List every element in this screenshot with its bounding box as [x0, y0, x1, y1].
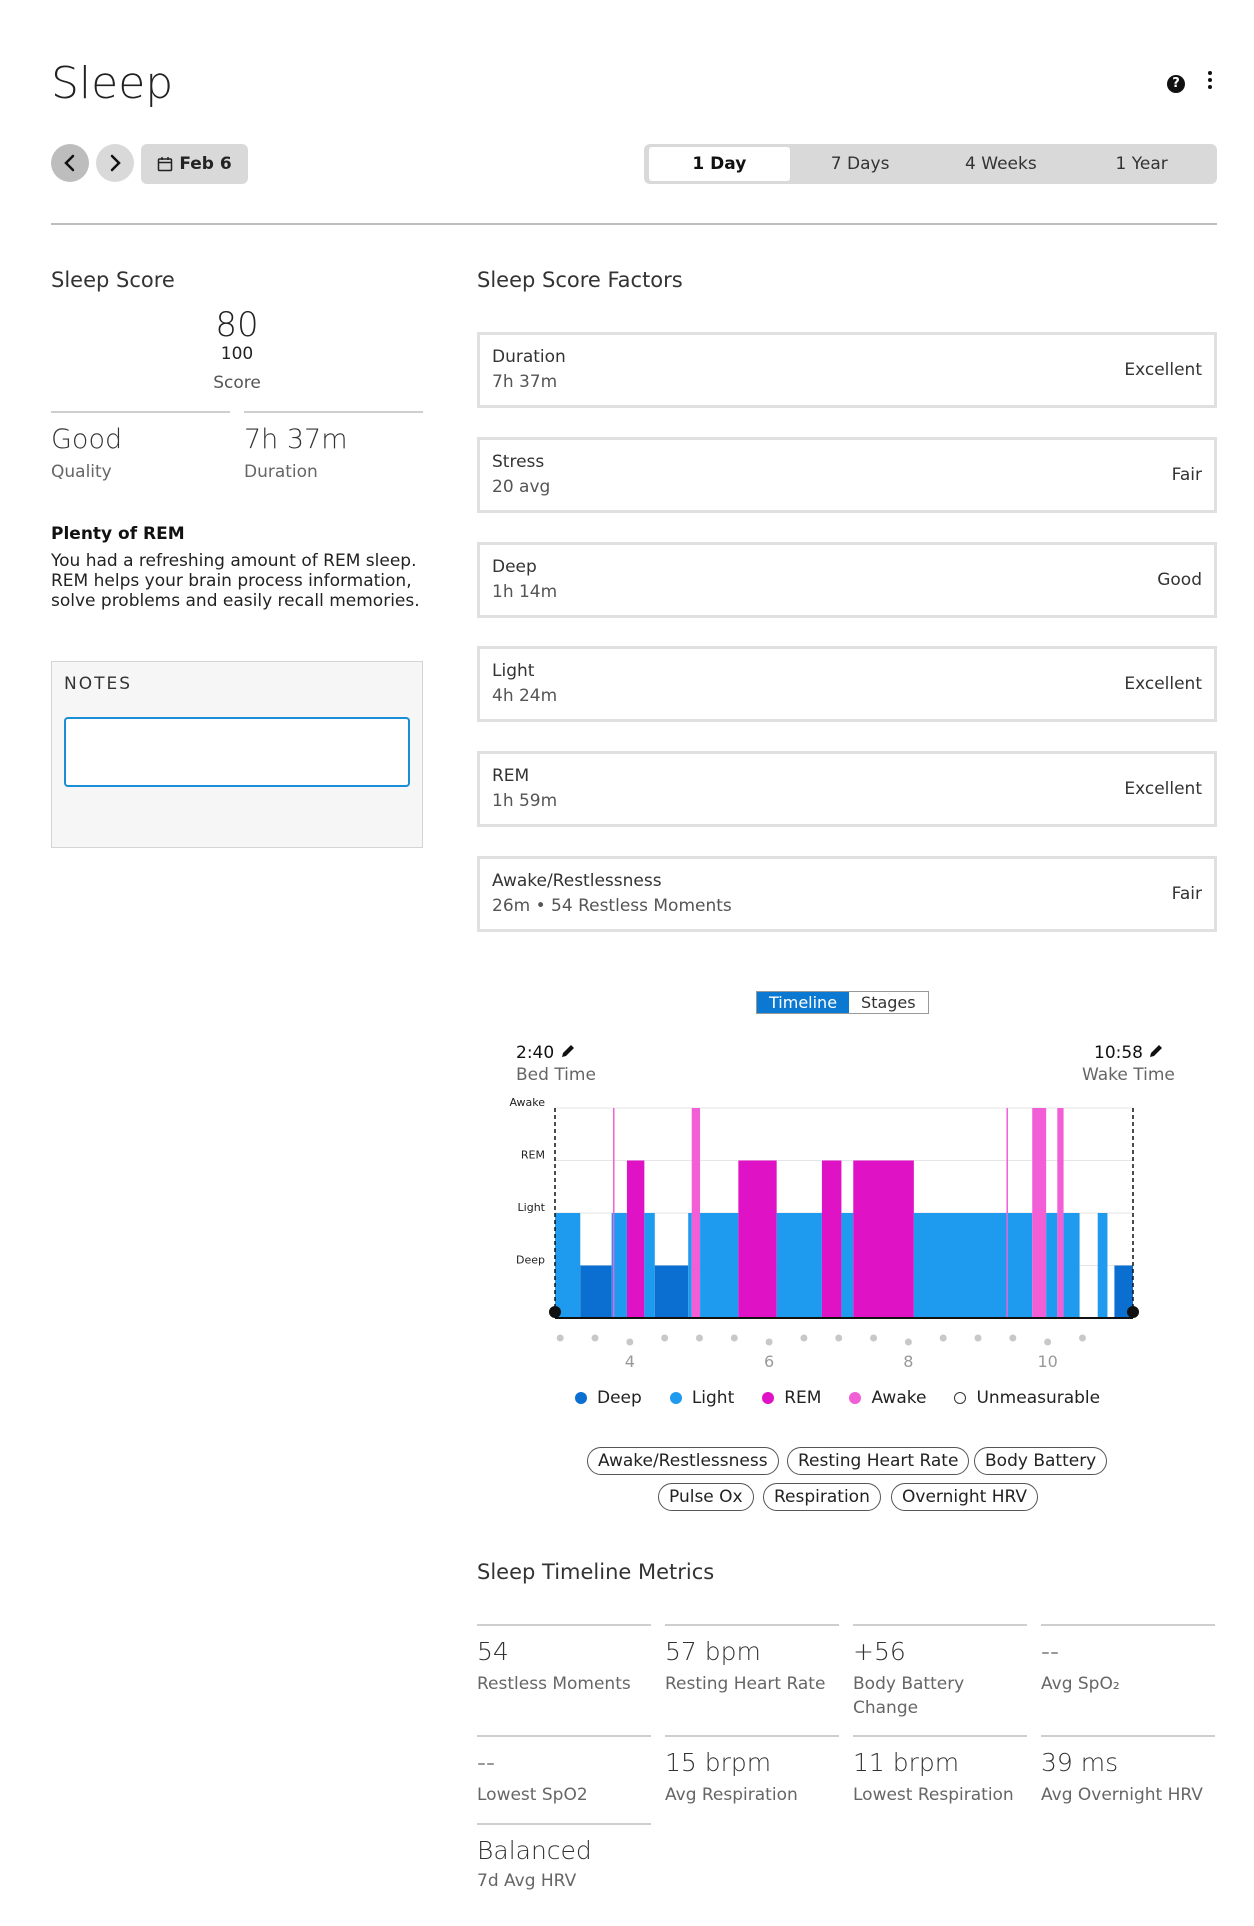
legend-dot	[849, 1392, 861, 1404]
segment-rem	[738, 1161, 776, 1319]
x-tick-dot	[835, 1335, 842, 1342]
legend-dot	[954, 1392, 966, 1404]
segment-light	[1064, 1213, 1080, 1318]
range-tabs	[644, 144, 1217, 184]
metric-value: Balanced	[477, 1836, 592, 1865]
date-label: Feb 6	[179, 154, 232, 174]
x-tick-dot	[557, 1335, 564, 1342]
segment-rem	[822, 1161, 841, 1319]
chart-legend	[575, 1388, 1100, 1408]
metric-value: --	[477, 1748, 496, 1777]
segment-rem	[627, 1161, 644, 1319]
factor-awake-restlessness[interactable]	[477, 856, 1217, 932]
sleep-score-value: 80	[215, 305, 259, 345]
x-tick-dot	[696, 1335, 703, 1342]
metric-avg-spo2	[1041, 1624, 1215, 1696]
legend-dot	[670, 1392, 682, 1404]
wake-alarm-icon	[1127, 1306, 1139, 1318]
legend-item-rem	[762, 1388, 821, 1408]
factor-value: 1h 59m	[492, 791, 558, 811]
legend-label: Unmeasurable	[976, 1388, 1101, 1408]
metric-value: 57 bpm	[665, 1637, 761, 1666]
wake-time-text: 10:58	[1094, 1043, 1143, 1063]
legend-item-unmeasurable	[954, 1388, 1100, 1408]
timeline-toggle[interactable]: Timeline	[757, 992, 849, 1013]
quality-value: Good	[51, 424, 123, 455]
segment-awake	[613, 1108, 615, 1318]
tab-7-days[interactable]: 7 Days	[830, 154, 890, 174]
segment-light	[841, 1213, 853, 1318]
factor-rating: Excellent	[1124, 674, 1202, 694]
metric-7d-avg-hrv	[477, 1823, 651, 1893]
chevron-left-icon	[63, 154, 77, 172]
notes-label: NOTES	[64, 674, 133, 694]
legend-label: Deep	[597, 1388, 642, 1408]
metric-label: Avg SpO₂	[1041, 1674, 1120, 1694]
factor-rem[interactable]	[477, 751, 1217, 827]
factor-name: REM	[492, 766, 530, 786]
legend-label: Light	[691, 1388, 735, 1408]
segment-light	[1046, 1213, 1057, 1318]
x-tick-dot	[975, 1335, 982, 1342]
factor-name: Duration	[492, 347, 566, 367]
date-picker-button[interactable]	[141, 144, 248, 184]
chip-pulse-ox[interactable]: Pulse Ox	[658, 1483, 754, 1511]
metric-avg-respiration	[665, 1735, 839, 1807]
duration-label: Duration	[244, 462, 318, 482]
metric-value: +56	[853, 1637, 906, 1666]
segment-light	[777, 1213, 822, 1318]
header-divider	[51, 223, 1217, 225]
segment-light	[688, 1213, 691, 1318]
chip-awake-restlessness[interactable]: Awake/Restlessness	[587, 1447, 779, 1475]
sleep-score-label: Score	[213, 373, 261, 393]
chevron-right-icon	[108, 154, 122, 172]
metric-value: 39 ms	[1041, 1748, 1119, 1777]
quality-divider	[51, 411, 230, 413]
sleep-score-title: Sleep Score	[51, 268, 175, 292]
segment-awake	[1057, 1108, 1063, 1318]
metric-divider	[665, 1624, 839, 1626]
segment-light	[644, 1213, 654, 1318]
metric-label: Restless Moments	[477, 1674, 631, 1694]
segment-light	[612, 1213, 614, 1318]
insight-body: You had a refreshing amount of REM sleep. REM helps your brain process information, solve problems and easily recall memories.	[51, 551, 420, 611]
metric-divider	[665, 1735, 839, 1737]
legend-item-deep	[575, 1388, 642, 1408]
factor-value: 7h 37m	[492, 372, 558, 392]
x-tick-dot	[1009, 1335, 1016, 1342]
y-tick-label: Deep	[516, 1253, 545, 1267]
factor-name: Awake/Restlessness	[492, 871, 662, 891]
wake-time-label: Wake Time	[1082, 1065, 1175, 1085]
segment-rem	[853, 1161, 914, 1319]
legend-dot	[762, 1392, 774, 1404]
metric-divider	[853, 1624, 1027, 1626]
pencil-icon	[560, 1043, 576, 1059]
segment-deep	[655, 1266, 688, 1319]
factor-deep[interactable]	[477, 542, 1217, 618]
metric-lowest-spo2	[477, 1735, 651, 1807]
x-tick-label: 8	[903, 1352, 914, 1371]
x-tick-label: 6	[764, 1352, 775, 1371]
help-icon[interactable]: ?	[1167, 75, 1185, 93]
legend-item-awake	[849, 1388, 926, 1408]
x-tick-dot	[731, 1335, 738, 1342]
duration-value: 7h 37m	[244, 424, 348, 455]
chart-view-toggle	[756, 991, 929, 1014]
metric-body-battery-change	[853, 1624, 1027, 1720]
calendar-icon	[157, 156, 173, 172]
previous-day-button[interactable]	[51, 144, 89, 182]
factor-rating: Fair	[1171, 884, 1202, 904]
factor-name: Light	[492, 661, 535, 681]
x-tick-dot	[592, 1335, 599, 1342]
segment-light	[700, 1213, 738, 1318]
sleep-timeline-chart	[500, 1090, 1160, 1380]
metric-value: 15 brpm	[665, 1748, 772, 1777]
x-tick-dot	[905, 1339, 912, 1346]
factor-rating: Fair	[1171, 465, 1202, 485]
metric-value: 11 brpm	[853, 1748, 960, 1777]
segment-light	[914, 1213, 1007, 1318]
factor-rating: Excellent	[1124, 360, 1202, 380]
y-tick-label: Awake	[509, 1096, 545, 1109]
pencil-icon	[1148, 1043, 1164, 1059]
legend-dot	[575, 1392, 587, 1404]
chip-resting-heart-rate[interactable]: Resting Heart Rate	[787, 1447, 969, 1475]
factor-rating: Good	[1157, 570, 1202, 590]
factors-title: Sleep Score Factors	[477, 268, 683, 292]
x-tick-dot	[800, 1335, 807, 1342]
metric-divider	[477, 1823, 651, 1825]
factor-name: Deep	[492, 557, 537, 577]
stages-toggle[interactable]: Stages	[861, 993, 916, 1012]
x-tick-dot	[626, 1339, 633, 1346]
legend-label: REM	[784, 1388, 822, 1408]
more-options-icon[interactable]	[1205, 69, 1215, 93]
factor-value: 26m • 54 Restless Moments	[492, 896, 732, 916]
metric-label: Resting Heart Rate	[665, 1674, 826, 1694]
metric-label: Lowest SpO2	[477, 1785, 588, 1805]
x-tick-dot	[661, 1335, 668, 1342]
sleep-start-icon	[549, 1306, 561, 1318]
metric-label: Avg Overnight HRV	[1041, 1785, 1203, 1805]
metric-divider	[853, 1735, 1027, 1737]
legend-label: Awake	[871, 1388, 927, 1408]
factor-value: 20 avg	[492, 477, 551, 497]
page-title: Sleep	[51, 58, 174, 109]
tab-1-year[interactable]: 1 Year	[1115, 154, 1168, 174]
x-tick-dot	[1044, 1339, 1051, 1346]
metric-lowest-respiration	[853, 1735, 1027, 1807]
x-tick-dot	[870, 1335, 877, 1342]
next-day-button[interactable]	[96, 144, 134, 182]
factor-value: 4h 24m	[492, 686, 558, 706]
x-tick-label: 4	[624, 1352, 635, 1371]
quality-label: Quality	[51, 462, 112, 482]
metric-resting-heart-rate	[665, 1624, 839, 1696]
tab-4-weeks[interactable]: 4 Weeks	[965, 154, 1037, 174]
factor-value: 1h 14m	[492, 582, 558, 602]
duration-divider	[244, 411, 423, 413]
factor-name: Stress	[492, 452, 545, 472]
segment-light	[555, 1213, 580, 1318]
factor-rating: Excellent	[1124, 779, 1202, 799]
metric-label: 7d Avg HRV	[477, 1871, 577, 1891]
legend-item-light	[670, 1388, 734, 1408]
y-tick-label: Light	[517, 1201, 545, 1214]
sleep-score-max: 100	[220, 344, 254, 364]
metrics-title: Sleep Timeline Metrics	[477, 1560, 715, 1584]
factor-light[interactable]	[477, 646, 1217, 722]
segment-light	[614, 1213, 627, 1318]
segment-awake	[1006, 1108, 1008, 1318]
metric-value: --	[1041, 1637, 1060, 1666]
segment-light	[1098, 1213, 1108, 1318]
segment-deep	[580, 1266, 611, 1319]
x-tick-dot	[940, 1335, 947, 1342]
metric-divider	[1041, 1735, 1215, 1737]
segment-awake	[692, 1108, 700, 1318]
chip-overnight-hrv[interactable]: Overnight HRV	[891, 1483, 1038, 1511]
y-tick-label: REM	[520, 1148, 545, 1162]
bed-time-text: 2:40	[516, 1043, 555, 1063]
tab-1-day[interactable]: 1 Day	[649, 147, 790, 181]
segment-light	[1008, 1213, 1032, 1318]
insight-title: Plenty of REM	[51, 524, 185, 544]
notes-panel	[51, 661, 423, 848]
metric-label: Body Battery Change	[853, 1674, 965, 1718]
metric-label: Lowest Respiration	[853, 1785, 1014, 1805]
factor-stress[interactable]	[477, 437, 1217, 513]
metric-divider	[1041, 1624, 1215, 1626]
metric-label: Avg Respiration	[665, 1785, 798, 1805]
wake-time-value[interactable]	[1094, 1043, 1164, 1063]
factor-duration[interactable]	[477, 332, 1217, 408]
metric-divider	[477, 1624, 651, 1626]
segment-awake	[1032, 1108, 1046, 1318]
x-tick-dot	[766, 1339, 773, 1346]
metric-avg-overnight-hrv	[1041, 1735, 1215, 1807]
chip-respiration[interactable]: Respiration	[763, 1483, 881, 1511]
x-tick-label: 10	[1037, 1352, 1058, 1371]
x-tick-dot	[1079, 1335, 1086, 1342]
bed-time-value[interactable]	[516, 1043, 576, 1063]
bed-time-label: Bed Time	[516, 1065, 596, 1085]
metric-value: 54	[477, 1637, 509, 1666]
chip-body-battery[interactable]: Body Battery	[974, 1447, 1107, 1475]
metric-divider	[477, 1735, 651, 1737]
metric-restless-moments	[477, 1624, 651, 1696]
notes-input[interactable]	[64, 717, 410, 787]
